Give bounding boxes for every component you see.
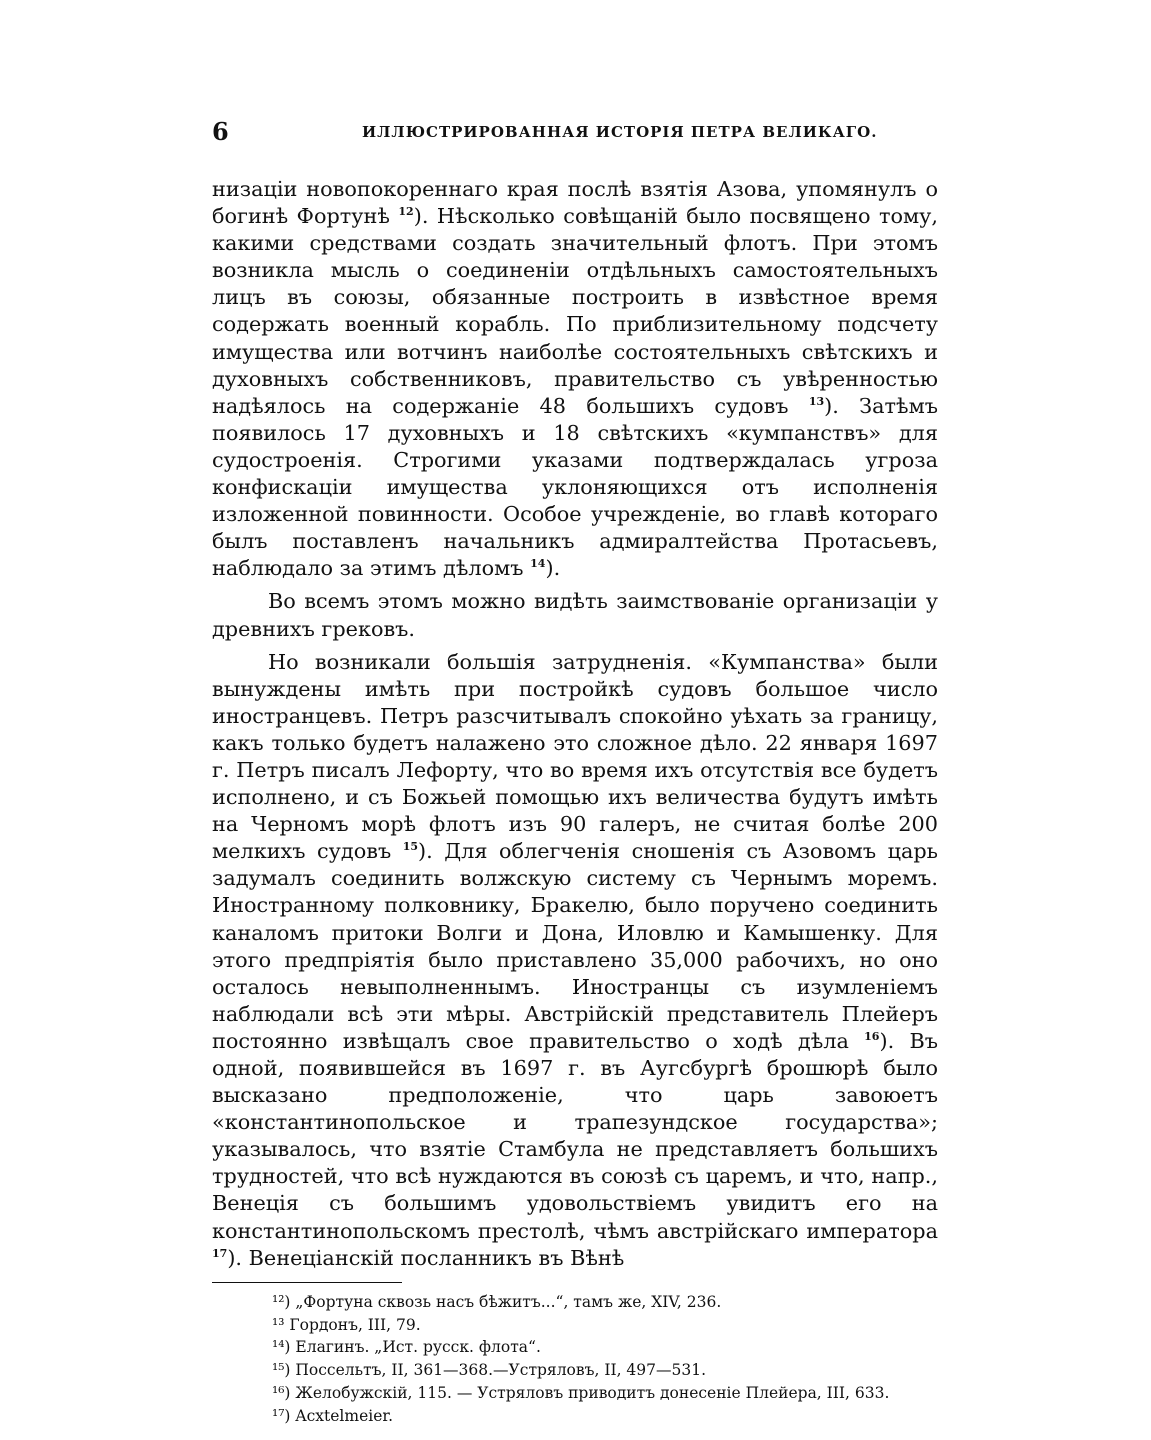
footnote-ref-12: 12	[398, 205, 414, 219]
footnote-15: ¹⁵) Поссельтъ, II, 361—368.—Устряловъ, II, 497—531.	[272, 1361, 707, 1380]
footnote-ref-17: 17	[212, 1246, 228, 1260]
running-title: ИЛЛЮСТРИРОВАННАЯ ИСТОРІЯ ПЕТРА ВЕЛИКАГО.	[362, 123, 878, 141]
text-run: Во всемъ этомъ можно видѣть заимствованіе организаціи у древнихъ грековъ.	[212, 589, 938, 641]
page-number: 6	[212, 117, 229, 146]
page-header	[212, 112, 938, 152]
footnote-ref-13: 13	[808, 394, 825, 408]
footnote-12: ¹²) „Фортуна сквозь насъ бѣжитъ...“, тамъ же, XIV, 236.	[272, 1292, 722, 1311]
footnote-ref-16: 16	[864, 1029, 880, 1043]
paragraph-2	[212, 588, 938, 642]
text-run: ). Для облегченія сношенія съ Азовомъ царь задумалъ соединить волжскую систему съ Чернымъ моремъ. Иностранному полковнику, Бракелю, было поручено соединить каналомъ притоки Волги и Дона, Иловлю и Камышенку. Для этого предпріятія было приставлено 35,000 рабочихъ, но оно осталось невыполненнымъ. Иностранцы съ изумленіемъ наблюдали всѣ эти мѣры. Австрійскій представитель Плейеръ постоянно извѣщалъ свое правительство о ходѣ дѣла	[212, 839, 938, 1053]
footnote-14: ¹⁴) Елагинъ. „Ист. русск. флота“.	[272, 1338, 541, 1357]
paragraph-1	[212, 176, 938, 582]
footnote-16: ¹⁶) Желобужскій, 115. — Устряловъ приводитъ донесеніе Плейера, III, 633.	[272, 1383, 890, 1402]
text-run: ).	[545, 556, 561, 581]
text-run: ). Нѣсколько совѣщаній было посвящено тому, какими средствами создать значительный флотъ. При этомъ возникла мысль о соединеніи отдѣльныхъ самостоятельныхъ лицъ въ союзы, обязанные построить в извѣстное время содержать военный корабль. По приблизительному подсчету имущества или вотчинъ наиболѣе состоятельныхъ свѣтскихъ и духовныхъ собственниковъ, правительство съ увѣренностью надѣялось на содержаніе 48 большихъ судовъ	[212, 204, 938, 418]
footnote-17: ¹⁷) Acxtelmeier.	[272, 1406, 394, 1425]
footnote-ref-15: 15	[402, 840, 418, 854]
text-run: Но возникали большія затрудненія. «Кумпанства» были вынуждены имѣть при постройкѣ судовъ большое число иностранцевъ. Петръ разсчитывалъ спокойно уѣхать за границу, какъ только будетъ налажено это сложное дѣло. 22 января 1697 г. Петръ писалъ Лефорту, что во время ихъ отсутствія все будетъ исполнено, и съ Божьей помощью ихъ величества будутъ имѣть на Черномъ морѣ флотъ изъ 90 галеръ, не считая болѣе 200 мелкихъ судовъ	[212, 649, 938, 864]
footnote-ref-14: 14	[530, 557, 546, 571]
book-page	[212, 112, 938, 1428]
text-run: ). Затѣмъ появилось 17 духовныхъ и 18 свѣтскихъ «кумпанствъ» для судостроенія. Строгими указами подтверждалась угроза конфискаціи имущества уклоняющихся отъ исполненія изложенной повинности. Особое учрежденіе, во главѣ котораго былъ поставленъ начальникъ адмиралтейства Протасьевъ, наблюдало за этимъ дѣломъ	[212, 393, 938, 581]
footnote-13: ¹³ Гордонъ, III, 79.	[272, 1315, 421, 1334]
text-run: ). Венеціанскій посланникъ въ Вѣнѣ	[227, 1245, 625, 1270]
text-run: низаціи новопокореннаго края послѣ взятія Азова, упомянулъ о богинѣ Фортунѣ	[212, 177, 938, 229]
text-run: ). Въ одной, появившейся въ 1697 г. въ Аугсбургѣ брошюрѣ было высказано предположеніе, что царь завоюетъ «константинопольское и трапезундское государства»; указывалось, что взятіе Стамбула не представляетъ большихъ трудностей, что всѣ нуждаются въ союзѣ съ царемъ, и что, напр., Венеція съ большимъ удовольствіемъ увидитъ его на константинопольскомъ престолѣ, чѣмъ австрійскаго императора	[212, 1028, 938, 1243]
body-text	[212, 176, 938, 1272]
footnotes	[212, 1291, 938, 1428]
footnote-divider	[212, 1282, 402, 1283]
paragraph-3	[212, 649, 938, 1272]
